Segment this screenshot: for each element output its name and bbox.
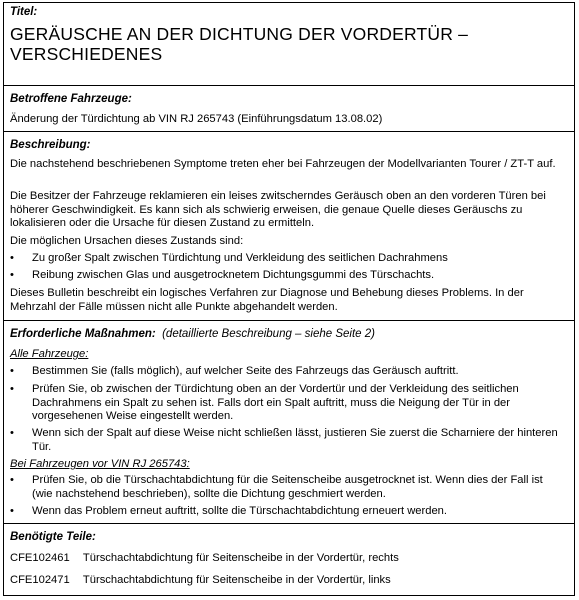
affected-vehicles-section: [4, 86, 574, 132]
part-row: [10, 552, 399, 564]
actions-label-note: (detaillierte Beschreibung – siehe Seite 2): [162, 328, 375, 340]
actions-label: [10, 328, 375, 340]
part-code: CFE102471: [10, 574, 70, 586]
description-label: Beschreibung:: [10, 139, 91, 151]
all-vehicles-bullet-2: • Prüfen Sie, ob zwischen der Türdichtung oben an der Vordertür und der Verkleidung des seitlichen Dachrahmens ein Spalt zu sehen ist. Falls dort ein Spalt auftritt, muss die Neigung der Tür in der vorgesehenen Weise eingestellt werden.: [10, 383, 519, 422]
description-section: [4, 132, 574, 321]
bullet-dot-icon: •: [10, 269, 14, 281]
bullet-dot-icon: •: [10, 474, 14, 486]
all-vehicles-bullet-3: • Wenn sich der Spalt auf diese Weise nicht schließen lässt, justieren Sie zuerst die Scharniere der hinteren Tür.: [10, 427, 558, 453]
description-paragraph-1: Die nachstehend beschriebenen Symptome treten eher bei Fahrzeugen der Modellvarianten Tourer / ZT-T auf.: [10, 158, 556, 170]
all-vehicles-bullet-1: • Bestimmen Sie (falls möglich), auf welcher Seite des Fahrzeugs das Geräusch auftritt.: [10, 365, 459, 377]
pre-vin-bullet-1: • Prüfen Sie, ob die Türschachtabdichtung für die Seitenscheibe ausgetrocknet ist. Wenn dies der Fall ist (wie nachstehend beschrieben), sollte die Dichtung geschmiert werden.: [10, 474, 543, 500]
title-section: [4, 3, 574, 86]
actions-label-text: Erforderliche Maßnahmen:: [10, 328, 156, 340]
affected-vehicles-text: Änderung der Türdichtung ab VIN RJ 265743 (Einführungsdatum 13.08.02): [10, 113, 383, 125]
bullet-dot-icon: •: [10, 505, 14, 517]
all-vehicles-label: Alle Fahrzeuge:: [10, 348, 89, 360]
title-label: Titel:: [10, 6, 38, 18]
actions-section: [4, 321, 574, 524]
parts-section: [4, 524, 574, 595]
cause-bullet-2: • Reibung zwischen Glas und ausgetrocknetem Dichtungsgummi des Türschachts.: [10, 269, 435, 281]
pre-vin-bullet-2: • Wenn das Problem erneut auftritt, sollte die Türschachtabdichtung erneuert werden.: [10, 505, 448, 517]
part-description: Türschachtabdichtung für Seitenscheibe in der Vordertür, rechts: [82, 552, 399, 564]
bullet-dot-icon: •: [10, 252, 14, 264]
parts-label: Benötigte Teile:: [10, 531, 96, 543]
pre-vin-label: Bei Fahrzeugen vor VIN RJ 265743:: [10, 458, 190, 470]
description-paragraph-3: Die möglichen Ursachen dieses Zustands sind:: [10, 235, 244, 247]
service-bulletin: [3, 2, 575, 596]
bullet-dot-icon: •: [10, 427, 14, 439]
part-row: [10, 574, 391, 586]
bullet-dot-icon: •: [10, 365, 14, 377]
bulletin-title: GERÄUSCHE AN DER DICHTUNG DER VORDERTÜR – VERSCHIEDENES: [10, 24, 469, 64]
part-description: Türschachtabdichtung für Seitenscheibe in der Vordertür, links: [82, 574, 391, 586]
affected-vehicles-label: Betroffene Fahrzeuge:: [10, 93, 132, 105]
description-paragraph-4: Dieses Bulletin beschreibt ein logisches Verfahren zur Diagnose und Behebung dieses Problems. In der Mehrzahl der Fälle müssen nicht alle Punkte abgehandelt werden.: [10, 287, 524, 313]
description-paragraph-2: Die Besitzer der Fahrzeuge reklamieren ein leises zwitscherndes Geräusch oben an den vorderen Türen bei höherer Geschwindigkeit. Es kann sich als schwierig erweisen, die genaue Quelle dieses Geräuschs zu lokalisieren oder die Ursache für diesen Zustand zu ermitteln.: [10, 190, 546, 229]
part-code: CFE102461: [10, 552, 70, 564]
cause-bullet-1: • Zu großer Spalt zwischen Türdichtung und Verkleidung des seitlichen Dachrahmens: [10, 252, 448, 264]
bullet-dot-icon: •: [10, 383, 14, 395]
